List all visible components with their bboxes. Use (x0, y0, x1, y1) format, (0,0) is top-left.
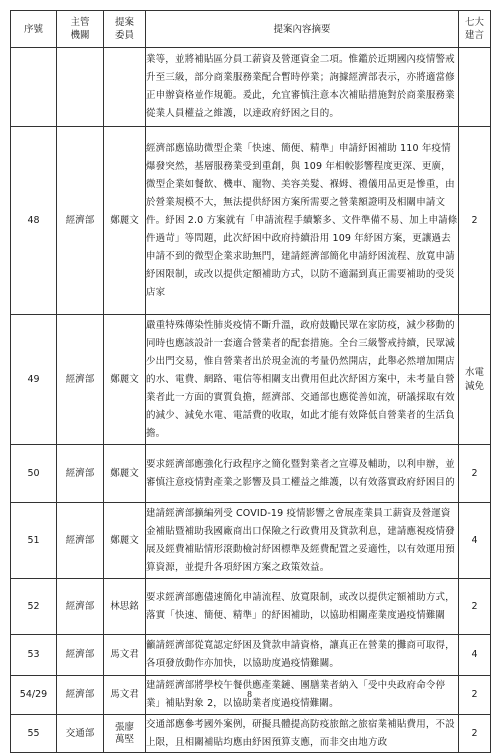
header-proposer: 提案 委員 (104, 11, 146, 48)
header-no: 序號 (11, 11, 57, 48)
row-number: 50 (11, 445, 57, 503)
table-row (11, 715, 491, 753)
row-proposer: 鄭麗文 (104, 127, 146, 315)
row-proposer: 鄭麗文 (104, 503, 146, 579)
header-ministry: 主管 機關 (57, 11, 104, 48)
table-row (11, 127, 491, 315)
row-proposer: 張廖 萬堅 (104, 715, 146, 753)
row-proposer: 鄭麗文 (104, 445, 146, 503)
row-proposer: 馬文君 (104, 676, 146, 715)
table-row (11, 315, 491, 445)
table-row (11, 48, 491, 127)
row-number: 48 (11, 127, 57, 315)
table-row (11, 503, 491, 579)
row-ministry (57, 48, 104, 127)
row-seven: 水電 減免 (459, 315, 491, 445)
row-ministry: 經濟部 (57, 579, 104, 635)
row-ministry: 經濟部 (57, 445, 104, 503)
row-proposer: 林思銘 (104, 579, 146, 635)
row-proposer (104, 48, 146, 127)
row-seven (459, 48, 491, 127)
header-summary: 提案內容摘要 (146, 11, 459, 48)
row-ministry: 經濟部 (57, 315, 104, 445)
row-summary: 交通部應參考國外案例，研擬具體提高防疫旅館之旅宿業補貼費用，不設上限，且相關補貼均應由紓困預算支應，而非交由地方政 (146, 715, 459, 753)
row-summary: 要求經濟部應強化行政程序之簡化暨對業者之宣導及輔助，以利申辦，並審慎注意疫情對產業之影響及員工權益之維護，以有效落實政府紓困目的 (146, 445, 459, 503)
row-number: 53 (11, 635, 57, 676)
row-ministry: 交通部 (57, 715, 104, 753)
row-number: 49 (11, 315, 57, 445)
row-ministry: 經濟部 (57, 635, 104, 676)
table-row (11, 579, 491, 635)
table-row (11, 635, 491, 676)
row-seven: 2 (459, 715, 491, 753)
row-number: 51 (11, 503, 57, 579)
row-ministry: 經濟部 (57, 127, 104, 315)
row-proposer: 鄭麗文 (104, 315, 146, 445)
row-summary: 建請經濟部擴編列受 COVID-19 疫情影響之會展產業員工薪資及營運資金補貼暨補助我國廠商出口保險之行政費用及貸款利息，建請應視疫情發展及經費補貼情形滾動檢討紓困標準及經費配置之妥適性，以有效運用預算資源，並提升各項紓困方案之政策效益。 (146, 503, 459, 579)
row-ministry: 經濟部 (57, 676, 104, 715)
row-seven: 2 (459, 579, 491, 635)
proposal-table (10, 10, 491, 753)
row-number: 55 (11, 715, 57, 753)
table-header-row (11, 11, 491, 48)
row-summary: 建請經濟部將學校午餐供應產業鏈、團膳業者納入「受中央政府命令停業」補貼對象 2，以協助業者度過疫情難關。 (146, 676, 459, 715)
row-number: 52 (11, 579, 57, 635)
header-seven-recommendations: 七大 建言 (459, 11, 491, 48)
row-summary: 經濟部應協助微型企業「快速、簡便、精準」申請紓困補助 110 年疫情爆發突然，基層服務業受到重創，與 109 年相較影響程度更深、更廣，微型企業如餐飲、機車、寵物、美容美髮、褓姆、禮儀用品更是慘重，由於營業規模不大，無法提供紓困方案所需要之營業額證明及相關申請文件。紓困 2.0 方案就有「申請流程手續繁多、文件準備不易、加上申請條件過苛」等問題，此次紓困中政府持續沿用 109 年紓困方案，更讓過去申請不到的微型企業求助無門，建請經濟部簡化申請紓困流程、放寬申請紓困限制，或改以提供定額補助方式，以防不適漏到真正需要補助的受災店家 (146, 127, 459, 315)
row-proposer: 馬文君 (104, 635, 146, 676)
row-seven: 2 (459, 445, 491, 503)
row-summary: 嚴重特殊傳染性肺炎疫情不斷升溫，政府鼓勵民眾在家防疫，減少移動的同時也應該設計一套適合營業者的配套措施。全台三級警戒持續，民眾減少出門交易，惟自營業者出於現金流的考量仍然開店，此舉必然增加開店的水、電費、網路、電信等相關支出費用但此次紓困方案中，未考量自營業者此一方面的實質負擔，經濟部、交通部也應從善如流，研議採取有效的減少、減免水電、電話費的收取，如此才能有效降低自營業者的生活負擔。 (146, 315, 459, 445)
row-number: 54/29 (11, 676, 57, 715)
row-seven: 2 (459, 676, 491, 715)
row-summary: 業等，並將補貼區分員工薪資及營運資金二項。惟鑑於近期國內疫情警戒升至三級，部分商業服務業配合暫時停業；詢據經濟部表示，亦將適當修正申辦資格並作規範。爰此，允宜審慎注意本次補貼措施對於商業服務業從業人員權益之維護，以達政府紓困之目的。 (146, 48, 459, 127)
row-seven: 4 (459, 635, 491, 676)
row-ministry: 經濟部 (57, 503, 104, 579)
table-row (11, 445, 491, 503)
row-summary: 要求經濟部應儘速簡化申請流程、放寬限制，或改以提供定額補助方式，落實「快速、簡便、精準」的紓困補助，以協助相關產業度過疫情難關 (146, 579, 459, 635)
row-seven: 4 (459, 503, 491, 579)
row-seven: 2 (459, 127, 491, 315)
row-number (11, 48, 57, 127)
page-number: 8 (246, 690, 253, 699)
row-summary: 籲請經濟部從寬認定紓困及貸款申請資格，讓真正在營業的攤商可取得，各項發放動作亦加快，以協助度過疫情難關。 (146, 635, 459, 676)
